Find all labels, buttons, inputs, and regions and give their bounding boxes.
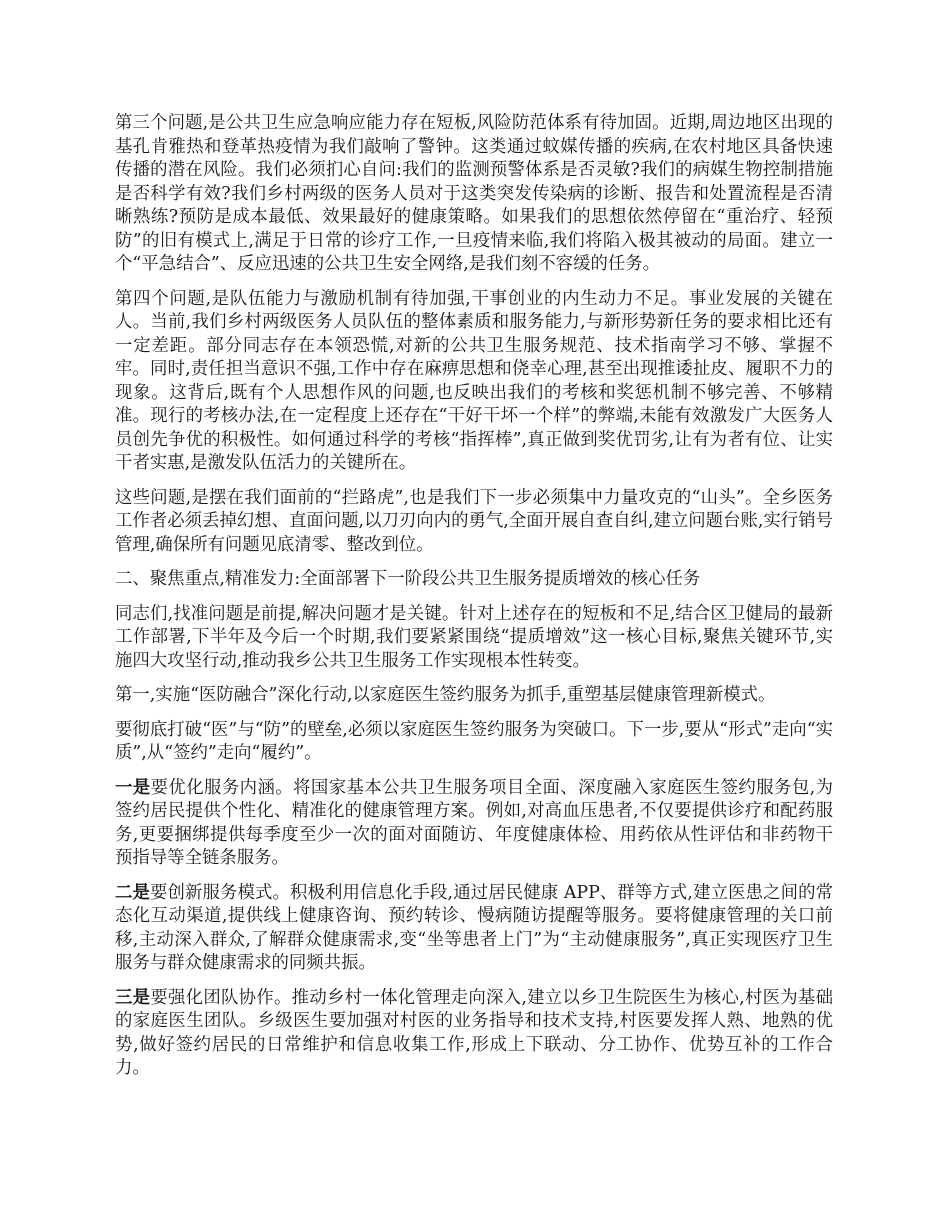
paragraph-problems-summary xyxy=(115,487,833,558)
paragraph-text: 第一,实施“医防融合”深化行动,以家庭医生签约服务为抓手,重塑基层健康管理新模式。 xyxy=(115,685,776,705)
paragraph-point-three xyxy=(115,987,833,1081)
paragraph-section-intro xyxy=(115,603,833,674)
paragraph-problem-three xyxy=(115,112,833,277)
paragraph-text: 第三个问题,是公共卫生应急响应能力存在短板,风险防范体系有待加固。近期,周边地区出现的基孔肯雅热和登革热疫情为我们敲响了警钟。这类通过蚊媒传播的疾病,在农村地区具备快速传播的潜在风险。我们必须扪心自问:我们的监测预警体系是否灵敏?我们的病媒生物控制措施是否科学有效?我们乡村两级的医务人员对于这类突发传染病的诊断、报告和处置流程是否清晰熟练?预防是成本最低、效果最好的健康策略。如果我们的思想依然停留在“重治疗、轻预防”的旧有模式上,满足于日常的诊疗工作,一旦疫情来临,我们将陷入极其被动的局面。建立一个“平急结合”、反应迅速的公共卫生安全网络,是我们刻不容缓的任务。 xyxy=(115,113,833,274)
paragraph-action-one xyxy=(115,684,833,708)
paragraph-text: 这些问题,是摆在我们面前的“拦路虎”,也是我们下一步必须集中力量攻克的“山头”。全乡医务工作者必须丢掉幻想、直面问题,以刀刃向内的勇气,全面开展自查自纠,建立问题台账,实行销号管理,确保所有问题见底清零、整改到位。 xyxy=(115,487,833,555)
paragraph-text: 要优化服务内涵。将国家基本公共卫生服务项目全面、深度融入家庭医生签约服务包,为签约居民提供个性化、精准化的健康管理方案。例如,对高血压患者,不仅要提供诊疗和配药服务,更要捆绑提供每季度至少一次的面对面随访、年度健康体检、用药依从性评估和非药物干预指导等全链条服务。 xyxy=(115,777,833,868)
paragraph-point-two xyxy=(115,882,833,976)
paragraph-problem-four xyxy=(115,288,833,476)
paragraph-lead: 二是 xyxy=(115,882,151,903)
paragraph-text: 要创新服务模式。积极利用信息化手段,通过居民健康 APP、群等方式,建立医患之间的常态化互动渠道,提供线上健康咨询、预约转诊、慢病随访提醒等服务。要将健康管理的关口前移,主动深入群众,了解群众健康需求,变“坐等患者上门”为“主动健康服务”,真正实现医疗卫生服务与群众健康需求的同频共振。 xyxy=(115,882,833,973)
document-body xyxy=(115,112,833,1092)
paragraph-lead: 三是 xyxy=(115,987,151,1008)
paragraph-text: 二、聚焦重点,精准发力:全面部署下一阶段公共卫生服务提质增效的核心任务 xyxy=(115,569,701,589)
paragraph-text: 第四个问题,是队伍能力与激励机制有待加强,干事创业的内生动力不足。事业发展的关键在人。当前,我们乡村两级医务人员队伍的整体素质和服务能力,与新形势新任务的要求相比还有一定差距。部分同志存在本领恐慌,对新的公共卫生服务规范、技术指南学习不够、掌握不牢。同时,责任担当意识不强,工作中存在麻痹思想和侥幸心理,甚至出现推诿扯皮、履职不力的现象。这背后,既有个人思想作风的问题,也反映出我们的考核和奖惩机制不够完善、不够精准。现行的考核办法,在一定程度上还存在“干好干坏一个样”的弊端,未能有效激发广大医务人员创先争优的积极性。如何通过科学的考核“指挥棒”,真正做到奖优罚劣,让有为者有位、让实干者实惠,是激发队伍活力的关键所在。 xyxy=(115,288,833,473)
paragraph-text: 要彻底打破“医”与“防”的壁垒,必须以家庭医生签约服务为突破口。下一步,要从“形式”走向“实质”,从“签约”走向“履约”。 xyxy=(115,719,833,763)
paragraph-lead: 一是 xyxy=(115,777,151,798)
paragraph-text: 要强化团队协作。推动乡村一体化管理走向深入,建立以乡卫生院医生为核心,村医为基础的家庭医生团队。乡级医生要加强对村医的业务指导和技术支持,村医要发挥人熟、地熟的优势,做好签约居民的日常维护和信息收集工作,形成上下联动、分工协作、优势互补的工作合力。 xyxy=(115,987,833,1078)
paragraph-text: 同志们,找准问题是前提,解决问题才是关键。针对上述存在的短板和不足,结合区卫健局的最新工作部署,下半年及今后一个时期,我们要紧紧围绕“提质增效”这一核心目标,聚焦关键环节,实施四大攻坚行动,推动我乡公共卫生服务工作实现根本性转变。 xyxy=(115,603,833,671)
paragraph-point-one xyxy=(115,777,833,871)
paragraph-action-one-intro xyxy=(115,719,833,766)
section-heading-two xyxy=(115,568,833,592)
